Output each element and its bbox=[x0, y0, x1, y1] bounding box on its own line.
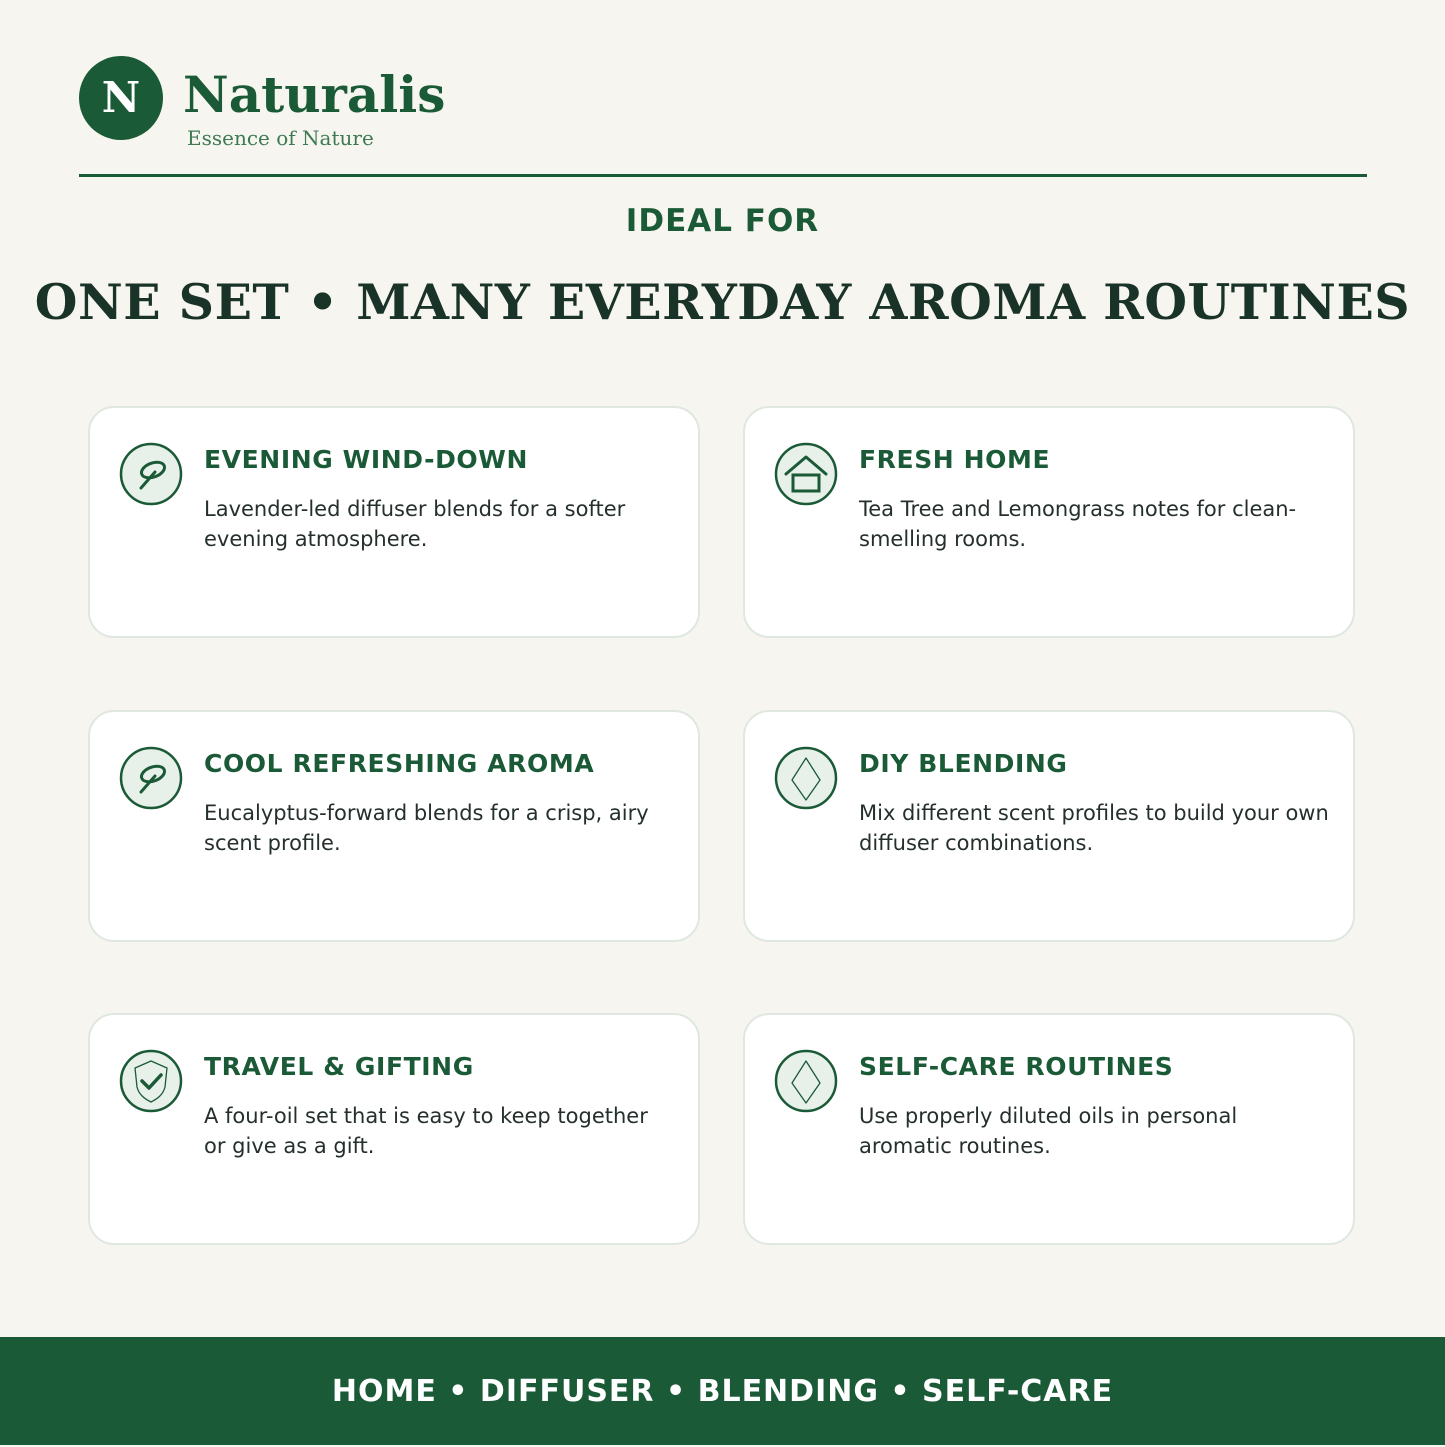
use-case-card-diy-blending bbox=[743, 710, 1355, 942]
footer-tagline: HOME • DIFFUSER • BLENDING • SELF-CARE bbox=[331, 1374, 1114, 1409]
card-description: Lavender-led diffuser blends for a softer evening atmosphere. bbox=[204, 497, 626, 551]
card-description: A four-oil set that is easy to keep together or give as a gift. bbox=[204, 1104, 648, 1158]
shield-check-icon bbox=[119, 1049, 183, 1113]
footer-bar bbox=[0, 1337, 1445, 1445]
use-case-card-travel-gifting bbox=[88, 1013, 700, 1245]
use-case-card-evening-wind-down bbox=[88, 406, 700, 638]
card-title: EVENING WIND-DOWN bbox=[204, 445, 528, 474]
card-description: Use properly diluted oils in personal aromatic routines. bbox=[859, 1104, 1238, 1158]
use-case-card-self-care-routines bbox=[743, 1013, 1355, 1245]
card-title: DIY BLENDING bbox=[859, 749, 1068, 778]
card-title: COOL REFRESHING AROMA bbox=[204, 749, 595, 778]
section-eyebrow: IDEAL FOR bbox=[625, 203, 820, 239]
card-description: Tea Tree and Lemongrass notes for clean-smelling rooms. bbox=[859, 497, 1297, 551]
card-description: Eucalyptus-forward blends for a crisp, airy scent profile. bbox=[204, 801, 649, 855]
use-case-card-fresh-home bbox=[743, 406, 1355, 638]
brand-logo: N bbox=[79, 56, 163, 140]
use-case-card-cool-refreshing-aroma bbox=[88, 710, 700, 942]
card-title: SELF-CARE ROUTINES bbox=[859, 1052, 1174, 1081]
brand-tagline: Essence of Nature bbox=[187, 126, 374, 150]
drop-icon bbox=[774, 746, 838, 810]
drop-icon bbox=[774, 1049, 838, 1113]
leaf-icon bbox=[119, 746, 183, 810]
header-divider bbox=[79, 174, 1367, 177]
leaf-icon bbox=[119, 442, 183, 506]
card-title: FRESH HOME bbox=[859, 445, 1051, 474]
page-headline: ONE SET • MANY EVERYDAY AROMA ROUTINES bbox=[34, 273, 1411, 331]
brand-name: Naturalis bbox=[183, 65, 446, 124]
house-icon bbox=[774, 442, 838, 506]
card-description: Mix different scent profiles to build your own diffuser combinations. bbox=[859, 801, 1329, 855]
card-title: TRAVEL & GIFTING bbox=[204, 1052, 474, 1081]
